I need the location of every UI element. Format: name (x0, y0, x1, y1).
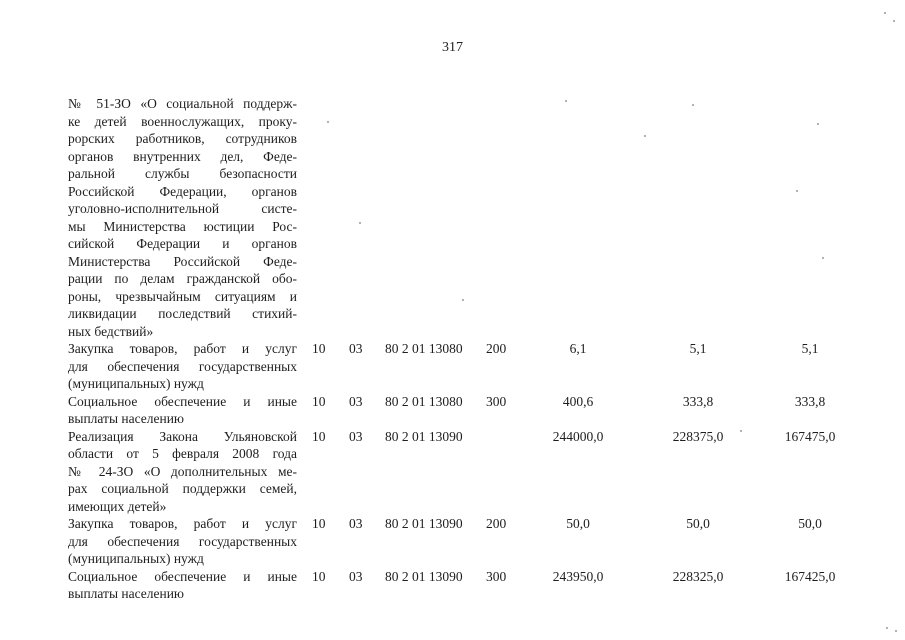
description-line: ликвидации последствий стихий- (68, 306, 297, 321)
scan-speck (327, 121, 329, 123)
scan-speck (822, 257, 824, 259)
table-row (68, 515, 822, 568)
description-line: (муниципальных) нужд (68, 376, 204, 391)
description-line: выплаты населению (68, 411, 185, 426)
scan-speck (893, 20, 895, 22)
row-description (68, 515, 297, 568)
description-line: роны, чрезвычайным ситуациям и (68, 288, 297, 304)
table-row (68, 428, 836, 516)
amount-year-3: 50,0 (798, 516, 822, 531)
description-line: Реализация Закона Ульяновской (68, 428, 297, 444)
description-line: (муниципальных) нужд (68, 551, 204, 566)
description-line: мы Министерства юстиции Рос- (68, 218, 297, 234)
target-item-code: 80 2 01 13090 (385, 516, 463, 531)
amount-year-1: 6,1 (569, 341, 587, 356)
table-row (68, 393, 826, 428)
scan-speck (462, 299, 464, 301)
amount-year-3: 167475,0 (784, 428, 836, 444)
row-description (68, 568, 297, 603)
description-line: рах социальной поддержки семей, (68, 481, 297, 496)
row-description (68, 393, 297, 428)
section-code: 10 (312, 516, 326, 531)
section-code: 10 (312, 341, 326, 356)
section-code: 10 (312, 428, 326, 444)
description-line: для обеспечения государственных (68, 358, 297, 374)
description-line: ральной службы безопасности (68, 166, 297, 181)
target-item-code: 80 2 01 13090 (385, 568, 463, 584)
row-description (68, 340, 297, 393)
scan-speck (895, 630, 897, 632)
amount-year-3: 167425,0 (784, 568, 836, 584)
amount-year-3: 5,1 (801, 341, 819, 356)
description-line: ке детей военнослужащих, проку- (68, 113, 297, 129)
amount-year-2: 333,8 (682, 393, 714, 409)
subsection-code: 03 (349, 516, 363, 531)
subsection-code: 03 (349, 393, 363, 409)
description-line: Социальное обеспечение и иные (68, 568, 297, 584)
scan-speck (359, 222, 361, 224)
scan-speck (692, 104, 694, 106)
description-line: имеющих детей» (68, 498, 167, 514)
subsection-code: 03 (349, 341, 363, 356)
table-row (68, 95, 297, 340)
amount-year-1: 244000,0 (552, 428, 604, 444)
scan-speck (565, 100, 567, 102)
amount-year-1: 243950,0 (552, 568, 604, 584)
description-line: № 51-ЗО «О социальной поддерж- (68, 96, 297, 111)
expense-type-code: 300 (486, 568, 507, 584)
target-item-code: 80 2 01 13080 (385, 393, 463, 409)
target-item-code: 80 2 01 13080 (385, 341, 463, 356)
scan-speck (740, 430, 742, 432)
description-line: уголовно-исполнительной систе- (68, 201, 297, 216)
amount-year-1: 400,6 (562, 393, 594, 409)
description-line: ных бедствий» (68, 323, 154, 339)
description-line: Министерства Российской Феде- (68, 253, 297, 269)
page-number: 317 (442, 40, 463, 55)
expense-type-code: 300 (486, 393, 507, 409)
amount-year-2: 228375,0 (672, 428, 724, 444)
row-description (68, 95, 297, 340)
description-line: органов внутренних дел, Феде- (68, 148, 297, 164)
description-line: сийской Федерации и органов (68, 236, 297, 251)
table-row (68, 568, 836, 603)
description-line: Российской Федерации, органов (68, 183, 297, 199)
scan-speck (817, 123, 819, 125)
amount-year-1: 50,0 (566, 516, 590, 531)
description-line: для обеспечения государственных (68, 533, 297, 549)
amount-year-2: 5,1 (689, 341, 707, 356)
description-line: Социальное обеспечение и иные (68, 393, 297, 409)
description-line: Закупка товаров, работ и услуг (68, 516, 297, 531)
row-description (68, 428, 297, 516)
expense-type-code: 200 (486, 516, 507, 531)
description-line: рации по делам гражданской обо- (68, 271, 297, 286)
scan-speck (886, 627, 888, 629)
table-row (68, 340, 819, 393)
subsection-code: 03 (349, 428, 363, 444)
description-line: № 24-ЗО «О дополнительных ме- (68, 463, 297, 479)
description-line: области от 5 февраля 2008 года (68, 446, 297, 461)
budget-table (68, 95, 836, 603)
amount-year-2: 50,0 (686, 516, 710, 531)
subsection-code: 03 (349, 568, 363, 584)
target-item-code: 80 2 01 13090 (385, 428, 463, 444)
description-line: Закупка товаров, работ и услуг (68, 341, 297, 356)
section-code: 10 (312, 393, 326, 409)
expense-type-code: 200 (486, 341, 507, 356)
scan-speck (884, 12, 886, 14)
section-code: 10 (312, 568, 326, 584)
scan-speck (796, 190, 798, 192)
amount-year-2: 228325,0 (672, 568, 724, 584)
scan-speck (644, 135, 646, 137)
description-line: рорских работников, сотрудников (68, 131, 297, 146)
amount-year-3: 333,8 (794, 393, 826, 409)
description-line: выплаты населению (68, 586, 185, 601)
